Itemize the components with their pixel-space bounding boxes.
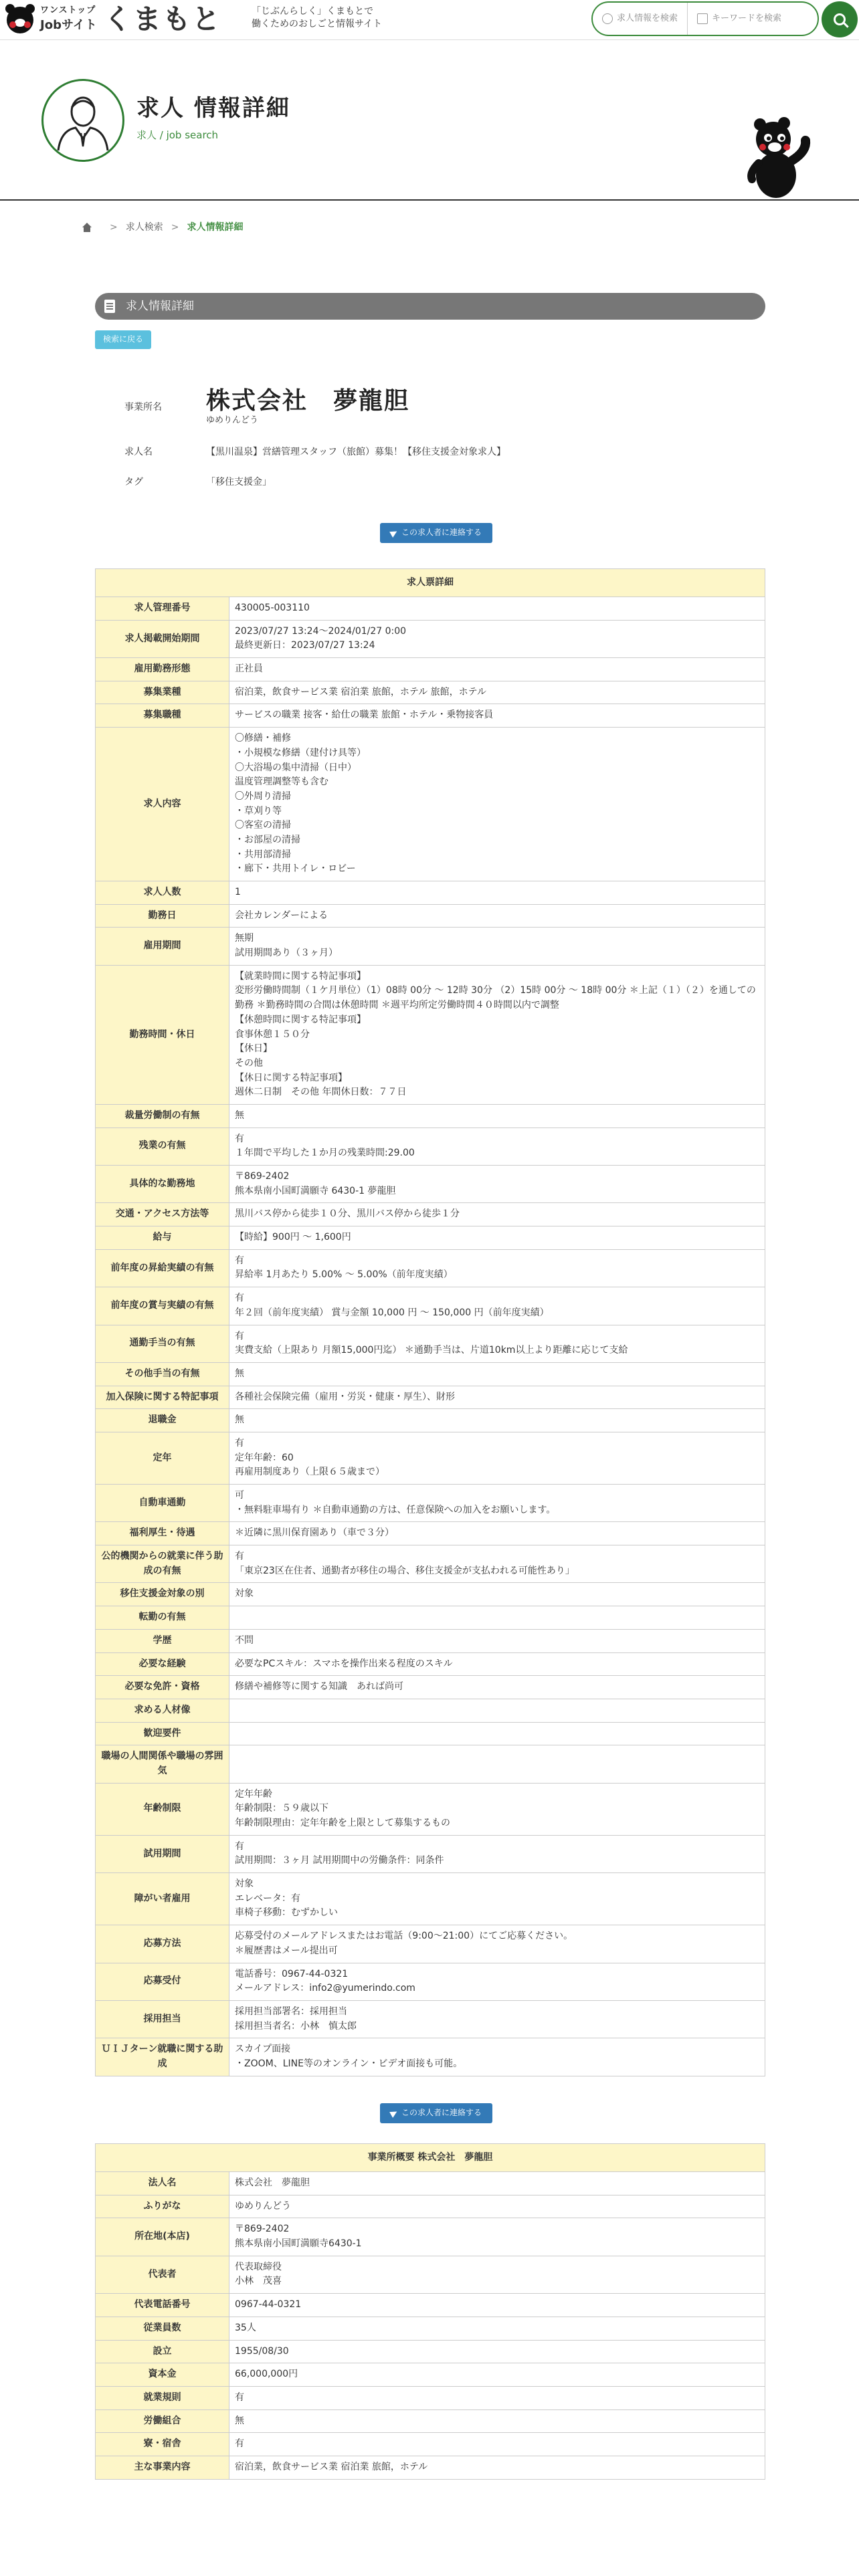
table-row [96,1835,765,1872]
row-label: 給与 [96,1226,229,1250]
row-value [229,1699,765,1722]
table-row [96,2218,765,2256]
document-icon [104,300,115,313]
row-label: 資本金 [96,2363,229,2387]
row-label: 歓迎要件 [96,1722,229,1745]
search-icon [834,13,846,25]
row-value: 対象 エレベータ：有 車椅子移動：むずかしい [229,1873,765,1925]
row-value: スカイプ面接 ・ZOOM、LINE等のオンライン・ビデオ面接も可能。 [229,2038,765,2076]
row-value: 430005-003110 [229,597,765,621]
row-value: 無期 試用期間あり（３ヶ月） [229,928,765,965]
row-value: 有 １年間で平均した１か月の残業時間:29.00 [229,1128,765,1165]
row-value: 正社員 [229,658,765,681]
table-row [96,1104,765,1128]
row-value: 有 「東京23区在住者、通勤者が移住の場合、移住支援金が支払われる可能性あり」 [229,1545,765,1583]
table-row [96,2000,765,2038]
row-label: 求人掲載開始期間 [96,620,229,657]
company-overview-table [95,2143,765,2480]
tagline-line-1: 「じぶんらしく」くまもとで [252,6,373,17]
row-value: 有 試用期間：３ヶ月 試用期間中の労働条件：同条件 [229,1835,765,1872]
tagline-line-2: 働くためのおしごと情報サイト [252,18,383,29]
row-label: ＵＩＪターン就職に関する助成 [96,2038,229,2076]
table-row [96,1545,765,1583]
job-table-caption: 求人票詳細 [96,569,765,597]
row-label: 勤務日 [96,904,229,928]
table-row [96,928,765,965]
table-row [96,1699,765,1722]
site-logo[interactable] [4,3,221,36]
table-row [96,658,765,681]
row-label: 定年 [96,1432,229,1484]
row-label: 学歴 [96,1629,229,1652]
row-label: 退職金 [96,1409,229,1432]
row-label: 公的機関からの就業に伴う助成の有無 [96,1545,229,1583]
row-label: 残業の有無 [96,1128,229,1165]
row-value: 2023/07/27 13:24〜2024/01/27 0:00 最終更新日：2023/07/27 13:24 [229,620,765,657]
page-subtitle: 求人 / job search [136,129,219,141]
table-row [96,1745,765,1783]
row-label: 裁量労働制の有無 [96,1104,229,1128]
home-icon[interactable] [82,223,92,232]
company-name: 株式会社 夢龍胆 [206,387,410,415]
logo-text-jobsite: Jobサイト [40,18,97,33]
row-label: 交通・アクセス方法等 [96,1203,229,1226]
table-row [96,2386,765,2409]
row-value: 有 昇給率 1月あたり 5.00% 〜 5.00%（前年度実績） [229,1249,765,1287]
table-row [96,1166,765,1203]
table-row [96,2317,765,2340]
table-row [96,620,765,657]
logo-text-onestop: ワンストップ [40,5,96,15]
table-row [96,1409,765,1432]
row-label: 職場の人間関係や職場の雰囲気 [96,1745,229,1783]
row-value: 〒869-2402 熊本県南小国町満願寺6430-1 [229,2218,765,2256]
job-summary [95,388,765,489]
breadcrumb-separator: > [110,222,118,233]
row-value: 不問 [229,1629,765,1652]
breadcrumb-separator: > [171,222,179,233]
table-row [96,2340,765,2363]
row-value: 1 [229,881,765,905]
row-value: 採用担当部署名：採用担当 採用担当者名：小林 慎太郎 [229,2000,765,2038]
row-value: 宿泊業，飲食サービス業 宿泊業 旅館，ホテル 旅館，ホテル [229,681,765,704]
table-row [96,1362,765,1386]
row-value: 無 [229,1104,765,1128]
row-value: ＊近隣に黒川保育園あり（車で３分） [229,1522,765,1545]
row-label: 所在地(本店) [96,2218,229,2256]
row-label: 年齢制限 [96,1783,229,1835]
table-row [96,1226,765,1250]
kumamon-logo-icon [4,3,36,36]
row-label: 移住支援金対象の別 [96,1583,229,1606]
job-name-label: 求人名 [124,447,153,458]
row-label: 雇用期間 [96,928,229,965]
tag-label: タグ [124,476,143,488]
table-row [96,1432,765,1484]
row-label: 具体的な勤務地 [96,1166,229,1203]
row-label: 主な事業内容 [96,2456,229,2479]
table-row [96,728,765,881]
row-label: 求人内容 [96,728,229,881]
row-value [229,1745,765,1783]
row-label: 就業規則 [96,2386,229,2409]
row-label: 設立 [96,2340,229,2363]
row-value: 電話番号：0967-44-0321 メールアドレス：info2@yumerindo.com [229,1963,765,2000]
table-row [96,2172,765,2195]
row-value: 宿泊業，飲食サービス業 宿泊業 旅館，ホテル [229,2456,765,2479]
table-row [96,2195,765,2218]
site-tagline [252,5,382,31]
search-job-button[interactable] [593,3,687,35]
contact-employer-label: この求人者に連絡する [401,2108,482,2118]
table-row [96,1325,765,1362]
table-row [96,1287,765,1325]
table-row [96,1925,765,1963]
breadcrumb-item-current: 求人情報詳細 [187,222,244,233]
row-value [229,1722,765,1745]
row-label: 加入保険に関する特記事項 [96,1386,229,1409]
table-row [96,881,765,905]
row-label: 労働組合 [96,2409,229,2433]
row-value: 修繕や補修等に関する知識 あれば尚可 [229,1676,765,1699]
kumamon-mascot-icon [745,114,812,199]
row-label: 採用担当 [96,2000,229,2038]
row-label: 代表者 [96,2256,229,2293]
row-value: 各種社会保険完備（雇用・労災・健康・厚生）、財形 [229,1386,765,1409]
table-row [96,965,765,1104]
logo-text-kumamoto: くまもと [103,3,221,35]
row-label: 転勤の有無 [96,1606,229,1630]
job-detail-table [95,568,765,2076]
table-row [96,1873,765,1925]
row-value: 1955/08/30 [229,2340,765,2363]
search-submit-button[interactable] [822,1,858,37]
row-label: 障がい者雇用 [96,1873,229,1925]
table-row [96,1128,765,1165]
row-label: 募集職種 [96,704,229,728]
row-value: 0967-44-0321 [229,2294,765,2317]
table-row [96,904,765,928]
row-value: 可 ・無料駐車場有り ＊自動車通勤の方は、任意保険への加入をお願いします。 [229,1485,765,1522]
row-label: 寮・宿舎 [96,2433,229,2456]
contact-employer-label: この求人者に連絡する [401,528,482,538]
table-row [96,1249,765,1287]
row-value: 無 [229,1409,765,1432]
row-value: 有 [229,2386,765,2409]
table-row [96,1783,765,1835]
table-row [96,1722,765,1745]
tag-icon [697,13,708,24]
row-value: 〒869-2402 熊本県南小国町満願寺 6430-1 夢龍胆 [229,1166,765,1203]
user-icon [602,13,613,24]
row-value: 対象 [229,1583,765,1606]
table-row [96,2363,765,2387]
company-table-caption: 事業所概要 株式会社 夢龍胆 [96,2144,765,2172]
tag-value: 「移住支援金」 [206,476,272,488]
row-label: 求人管理番号 [96,597,229,621]
table-row [96,1522,765,1545]
row-value: 35人 [229,2317,765,2340]
site-header [0,0,859,40]
row-value: 代表取締役 小林 茂喜 [229,2256,765,2293]
table-row [96,681,765,704]
office-name-label: 事業所名 [124,402,162,413]
row-value: 有 [229,2433,765,2456]
row-value: 会社カレンダーによる [229,904,765,928]
table-row [96,1652,765,1676]
send-icon [389,2109,399,2118]
table-row [96,1386,765,1409]
row-label: 従業員数 [96,2317,229,2340]
row-value: 〇修繕・補修 ・小規模な修繕（建付け具等） 〇大浴場の集中清掃（日中） 温度管理調整等も含む 〇外周り清掃 ・草刈り等 〇客室の清掃 ・お部屋の清掃 ・共用部清掃 ・廊下・共用トイレ・ロビー [229,728,765,881]
row-label: 雇用勤務形態 [96,658,229,681]
row-label: 必要な経験 [96,1652,229,1676]
table-row [96,1629,765,1652]
row-label: 福利厚生・待遇 [96,1522,229,1545]
row-label: 通勤手当の有無 [96,1325,229,1362]
breadcrumb [82,221,243,234]
job-name: 【黒川温泉】営繕管理スタッフ（旅館）募集！【移住支援金対象求人】 [206,447,506,458]
row-value [229,1606,765,1630]
row-label: 募集業種 [96,681,229,704]
row-value: 有 定年年齢：60 再雇用制度あり（上限６５歳まで） [229,1432,765,1484]
row-label: 試用期間 [96,1835,229,1872]
table-row [96,1485,765,1522]
row-value: 黒川バス停から徒歩１０分、黒川バス停から徒歩１分 [229,1203,765,1226]
table-row [96,2256,765,2293]
page-title: 求人 情報詳細 [136,95,290,122]
table-row [96,1676,765,1699]
row-value: 株式会社 夢龍胆 [229,2172,765,2195]
search-keyword-input[interactable] [687,3,791,35]
row-label: 勤務時間・休日 [96,965,229,1104]
company-kana: ゆめりんどう [206,415,259,425]
row-label: 求人人数 [96,881,229,905]
row-value: 必要なPCスキル：スマホを操作出来る程度のスキル [229,1652,765,1676]
row-label: 代表電話番号 [96,2294,229,2317]
row-label: 応募受付 [96,1963,229,2000]
contact-employer-button-2[interactable] [380,2103,492,2123]
row-value: 有 年２回（前年度実績） 賞与金額 10,000 円 〜 150,000 円（前年度実績） [229,1287,765,1325]
row-label: ふりがな [96,2195,229,2218]
row-label: 応募方法 [96,1925,229,1963]
back-to-search-button[interactable]: 検索に戻る [95,330,151,349]
row-value: 【時給】900円 〜 1,600円 [229,1226,765,1250]
row-value: 無 [229,1362,765,1386]
search-job-label: 求人情報を検索 [617,13,678,23]
table-row [96,1963,765,2000]
search-bar [591,1,819,36]
row-value: 有 実費支給（上限あり 月額15,000円迄） ＊通勤手当は、片道10km以上より距離に応じて支給 [229,1325,765,1362]
contact-employer-button[interactable] [380,523,492,543]
row-label: 法人名 [96,2172,229,2195]
table-row [96,2294,765,2317]
table-row [96,1606,765,1630]
row-value: 応募受付のメールアドレスまたはお電話（9:00〜21:00）にてご応募ください。 ＊履歴書はメール提出可 [229,1925,765,1963]
search-keyword-placeholder: キーワードを検索 [712,13,782,23]
breadcrumb-item-job-search[interactable]: 求人検索 [125,222,163,233]
row-label: 自動車通勤 [96,1485,229,1522]
row-value: 【就業時間に関する特記事項】 変形労働時間制（１ケ月単位）（1）08時 00分 〜 12時 30分 （2）15時 00分 〜 18時 00分 ＊上記（１）（２）を通しての勤務 ＊勤務時間の合間は休憩時間 ＊週平均所定労働時間４０時間以内で調整 【休憩時間に関する特記事項】 食事休憩１５０分 【休日】 その他 【休日に関する特記事項】 週休二日制 その他 年間休日数：７７日 [229,965,765,1104]
page-title-band [0,40,859,201]
row-value: 定年年齢 年齢制限：５９歳以下 年齢制限理由：定年年齢を上限として募集するもの [229,1783,765,1835]
send-icon [389,528,399,538]
row-label: 前年度の昇給実績の有無 [96,1249,229,1287]
table-row [96,1203,765,1226]
table-row [96,2433,765,2456]
section-header [95,293,765,320]
row-value: 無 [229,2409,765,2433]
row-label: その他手当の有無 [96,1362,229,1386]
section-title: 求人情報詳細 [126,299,194,313]
row-value: ゆめりんどう [229,2195,765,2218]
table-row [96,2409,765,2433]
table-row [96,704,765,728]
row-label: 必要な免許・資格 [96,1676,229,1699]
table-row [96,2038,765,2076]
row-label: 前年度の賞与実績の有無 [96,1287,229,1325]
row-value: 66,000,000円 [229,2363,765,2387]
row-value: サービスの職業 接客・給仕の職業 旅館・ホテル・乗物接客員 [229,704,765,728]
table-row [96,1583,765,1606]
job-seeker-avatar-icon [41,79,124,162]
table-row [96,2456,765,2479]
row-label: 求める人材像 [96,1699,229,1722]
table-row [96,597,765,621]
